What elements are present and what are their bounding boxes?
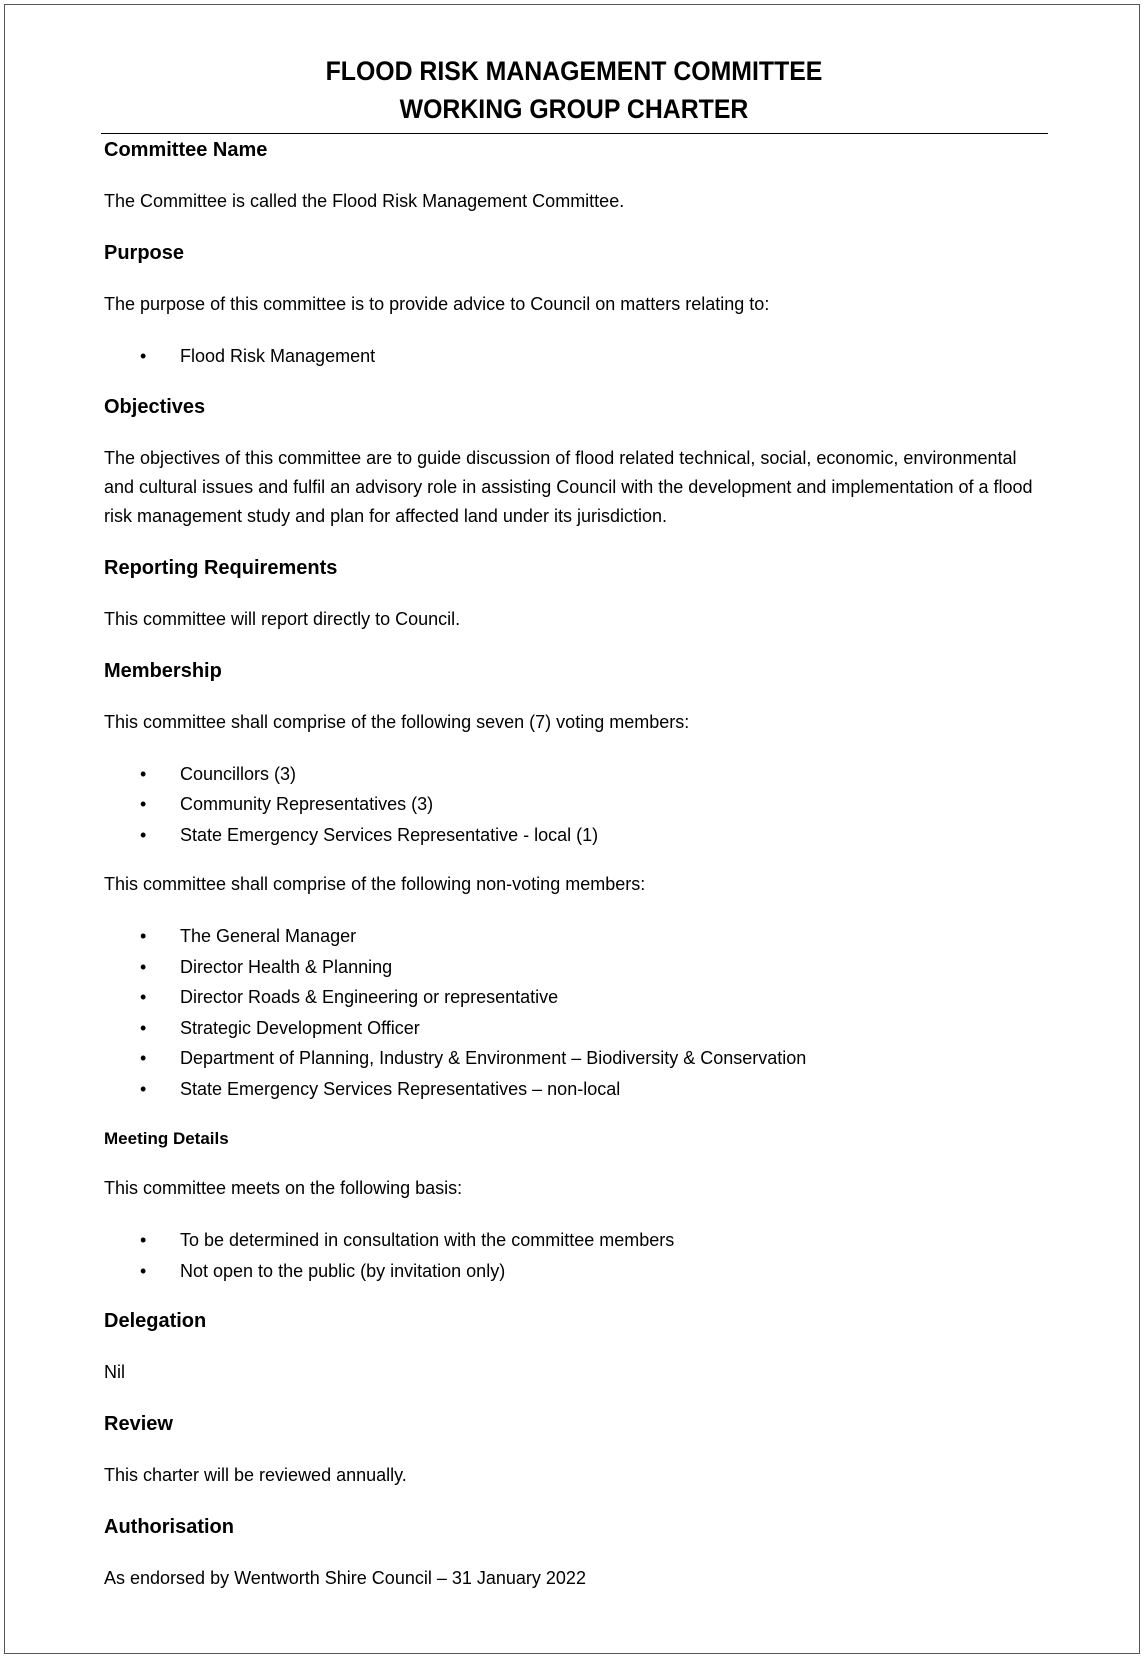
bullet-icon: • — [140, 1260, 147, 1281]
bullet-icon: • — [140, 926, 147, 946]
list-item-text: Flood Risk Management — [180, 346, 376, 366]
list-item-text: State Emergency Services Representatives – non-local — [180, 1078, 621, 1099]
list-item — [104, 820, 1044, 851]
list-item-text: State Emergency Services Representative - local (1) — [180, 824, 599, 845]
section-delegation — [104, 1306, 1044, 1387]
bullet-icon: • — [140, 1017, 147, 1038]
bullet-icon: • — [140, 956, 147, 977]
document-body — [104, 135, 1044, 1615]
nonvoting-members-list — [104, 921, 1044, 1104]
list-item — [104, 789, 1044, 820]
section-text: As endorsed by Wentworth Shire Council – 31 January 2022 — [104, 1568, 586, 1588]
list-item — [104, 921, 1044, 952]
document-title — [138, 52, 1010, 128]
section-review — [104, 1409, 1044, 1490]
section-purpose — [104, 238, 1044, 372]
list-item — [104, 982, 1044, 1013]
section-heading: Authorisation — [104, 1516, 234, 1538]
section-text: The Committee is called the Flood Risk Management Committee. — [104, 191, 625, 211]
section-meeting-details — [104, 1124, 1044, 1286]
bullet-icon: • — [140, 763, 147, 784]
section-text: Nil — [104, 1362, 125, 1382]
bullet-icon: • — [140, 794, 147, 814]
list-item — [104, 1013, 1044, 1044]
voting-intro: This committee shall comprise of the following seven (7) voting members: — [104, 711, 690, 732]
section-heading: Delegation — [104, 1310, 207, 1332]
section-heading: Objectives — [104, 395, 206, 418]
list-item — [104, 341, 1044, 372]
title-line-1: FLOOD RISK MANAGEMENT COMMITTEE — [325, 56, 823, 86]
nonvoting-intro: This committee shall comprise of the following non-voting members: — [104, 874, 646, 894]
bullet-icon: • — [140, 1230, 147, 1250]
bullet-icon: • — [140, 1078, 147, 1099]
section-heading: Reporting Requirements — [104, 556, 338, 579]
section-authorisation — [104, 1512, 1044, 1593]
list-item-text: To be determined in consultation with the committee members — [180, 1230, 675, 1250]
section-committee-name — [104, 135, 1044, 216]
list-item — [104, 1074, 1044, 1105]
section-text: This charter will be reviewed annually. — [104, 1465, 407, 1485]
section-heading: Meeting Details — [104, 1129, 229, 1148]
list-item-text: Councillors (3) — [180, 763, 297, 784]
section-heading: Membership — [104, 659, 222, 682]
bullet-icon: • — [140, 1048, 147, 1068]
list-item — [104, 952, 1044, 983]
list-item-text: Director Roads & Engineering or representative — [180, 987, 559, 1007]
bullet-icon: • — [140, 987, 147, 1007]
list-item-text: Department of Planning, Industry & Environment – Biodiversity & Conservation — [180, 1048, 807, 1068]
section-heading: Review — [104, 1413, 173, 1435]
section-text: This committee meets on the following basis: — [104, 1178, 463, 1198]
list-item-text: Community Representatives (3) — [180, 794, 434, 814]
section-text: This committee will report directly to Council. — [104, 608, 461, 629]
meeting-basis-list — [104, 1225, 1044, 1286]
list-item — [104, 1225, 1044, 1256]
list-item-text: Not open to the public (by invitation only) — [180, 1260, 506, 1281]
section-membership — [104, 656, 1044, 1105]
list-item-text: The General Manager — [180, 926, 357, 946]
title-divider — [101, 133, 1048, 134]
section-objectives — [104, 392, 1044, 531]
list-item-text: Director Health & Planning — [180, 956, 393, 977]
voting-members-list — [104, 759, 1044, 851]
section-text: The objectives of this committee are to guide discussion of flood related technical, social, economic, environmental and cultural issues and fulfil an advisory role in assisting Council with the development and implementation of a flood risk management study and plan for affected land under its jurisdiction. — [104, 447, 1033, 526]
section-heading: Purpose — [104, 242, 185, 264]
title-line-2: WORKING GROUP CHARTER — [399, 94, 749, 124]
list-item — [104, 1256, 1044, 1287]
bullet-icon: • — [140, 824, 147, 845]
list-item — [104, 1043, 1044, 1074]
section-heading: Committee Name — [104, 139, 268, 161]
section-text: The purpose of this committee is to provide advice to Council on matters relating to: — [104, 294, 770, 314]
purpose-list — [104, 341, 1044, 372]
list-item-text: Strategic Development Officer — [180, 1017, 420, 1038]
bullet-icon: • — [140, 346, 147, 366]
list-item — [104, 759, 1044, 790]
section-reporting — [104, 553, 1044, 634]
